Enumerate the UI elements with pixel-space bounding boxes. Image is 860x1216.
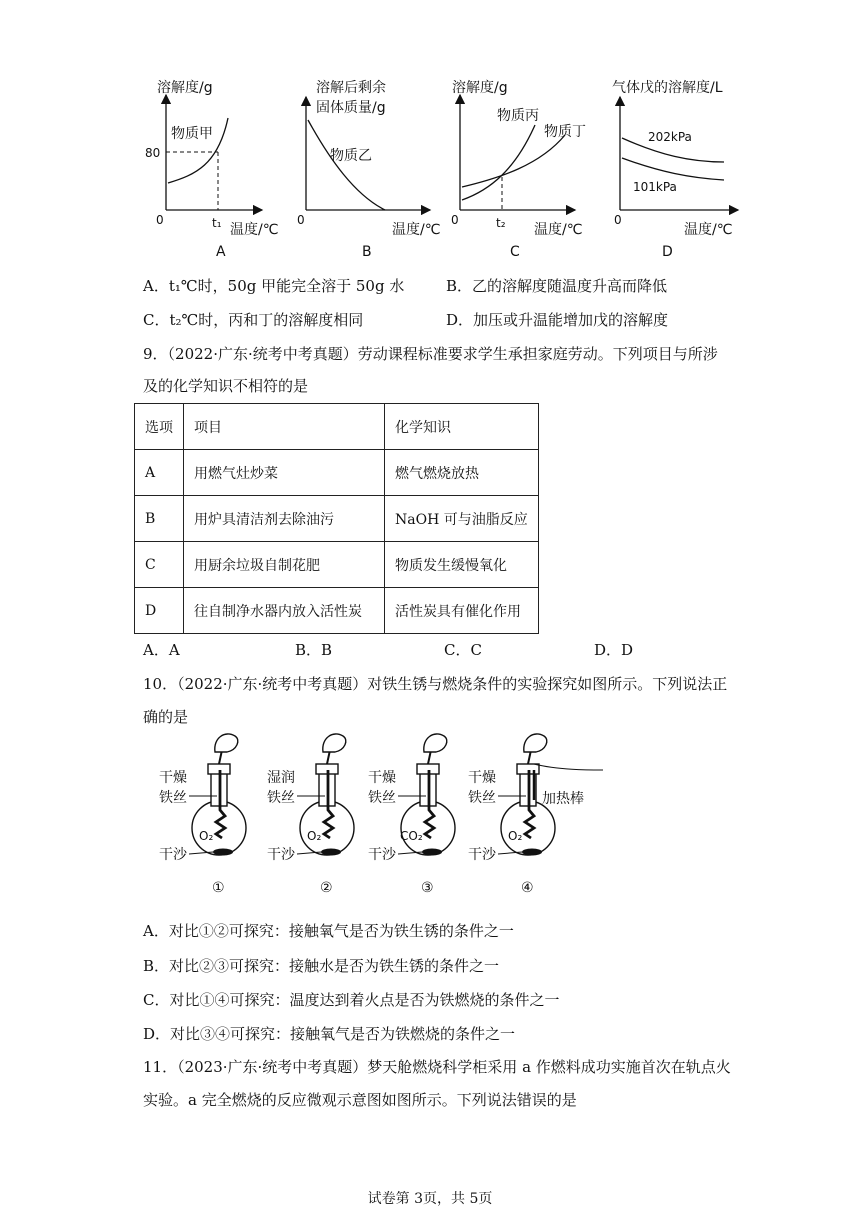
graph-d-origin: 0 [614, 213, 622, 227]
graph-b-origin: 0 [297, 213, 305, 227]
q10-option-d: D．对比③④可探究：接触氧气是否为铁燃烧的条件之一 [143, 1025, 516, 1043]
dry-sand [213, 849, 233, 856]
graph-a-x-tick: t₁ [212, 216, 222, 230]
sand-label: 干沙 [159, 847, 187, 863]
balloon [323, 734, 346, 752]
gas-label: O₂ [508, 829, 523, 843]
balloon [524, 734, 547, 752]
table-header-cell: 化学知识 [385, 404, 539, 450]
graph-d-curve2-label: 101kPa [633, 180, 677, 194]
graph-d-curve1-label: 202kPa [648, 130, 692, 144]
flask-label-line2: 铁丝 [267, 790, 295, 806]
graph-a [145, 79, 278, 260]
heating-rod-label: 加热棒 [542, 791, 584, 807]
graph-b-curve-label: 物质乙 [330, 148, 372, 164]
graph-b-ylabel-line2: 固体质量/g [316, 100, 386, 116]
graph-d-caption: D [662, 244, 673, 260]
q10-stem-line2: 确的是 [143, 708, 189, 726]
dry-sand [321, 849, 341, 856]
q9-option-b: B．B [295, 641, 333, 659]
flask-experiments [0, 730, 860, 905]
table-cell: 用厨余垃圾自制花肥 [184, 542, 385, 588]
graph-b-caption: B [362, 244, 372, 260]
balloon [424, 734, 447, 752]
flask-label-line2: 铁丝 [368, 790, 396, 806]
page-footer: 试卷第 3页，共 5页 [367, 1191, 493, 1207]
flask-number: ③ [421, 880, 434, 896]
table-row [135, 542, 539, 588]
dry-sand [522, 849, 542, 856]
table-cell: 燃气燃烧放热 [385, 450, 539, 496]
graph-a-origin: 0 [156, 213, 164, 227]
curve-bing [462, 125, 535, 200]
table-header-cell: 选项 [135, 404, 184, 450]
flask-label-line1: 干燥 [468, 770, 496, 786]
flask-setup [368, 734, 455, 896]
table-cell: NaOH 可与油脂反应 [385, 496, 539, 542]
flask-setup [468, 734, 603, 896]
flask-label-line1: 干燥 [368, 770, 396, 786]
q9-table [134, 403, 539, 634]
graph-c-curve2-label: 物质丁 [544, 124, 586, 140]
flask-label-line1: 湿润 [267, 770, 295, 786]
flask-setup [267, 734, 354, 896]
curve-ding [462, 135, 565, 187]
table-cell: 用炉具清洁剂去除油污 [184, 496, 385, 542]
table-cell: 往自制净水器内放入活性炭 [184, 588, 385, 634]
q9-stem-line2: 及的化学知识不相符的是 [143, 377, 309, 395]
table-header-row [135, 404, 539, 450]
table-cell: B [135, 496, 184, 542]
graph-c-curve1-label: 物质丙 [497, 108, 539, 124]
flask-setup [159, 734, 246, 896]
sand-label: 干沙 [368, 847, 396, 863]
table-row [135, 588, 539, 634]
heater-wire [534, 764, 603, 770]
flask-number: ④ [521, 880, 534, 896]
curve-yi [308, 120, 385, 210]
q10-stem-line1: 10．（2022·广东·统考中考真题）对铁生锈与燃烧条件的实验探究如图所示。下列说法正 [143, 675, 728, 693]
graph-c [451, 79, 586, 260]
solubility-graphs [0, 0, 860, 265]
flask-label-line1: 干燥 [159, 770, 187, 786]
flask-number: ① [212, 880, 225, 896]
gas-label: O₂ [307, 829, 322, 843]
graph-b-ylabel-line1: 溶解后剩余 [316, 80, 386, 96]
q11-stem-line1: 11．（2023·广东·统考中考真题）梦天舱燃烧科学柜采用 a 作燃料成功实施首次在轨点火 [143, 1058, 731, 1076]
q10-option-a: A．对比①②可探究：接触氧气是否为铁生锈的条件之一 [143, 922, 514, 940]
graph-d [612, 79, 738, 260]
q9-option-d: D．D [594, 641, 634, 659]
table-cell: 活性炭具有催化作用 [385, 588, 539, 634]
balloon [215, 734, 238, 752]
gas-label: O₂ [199, 829, 214, 843]
flask-label-line2: 铁丝 [159, 790, 187, 806]
graph-c-caption: C [510, 244, 520, 260]
sand-label: 干沙 [267, 847, 295, 863]
graph-b [297, 79, 440, 260]
table-row [135, 496, 539, 542]
q8-option-a: A．t₁℃时，50g 甲能完全溶于 50g 水 [143, 277, 405, 295]
table-cell: 物质发生缓慢氧化 [385, 542, 539, 588]
flask-label-line2: 铁丝 [468, 790, 496, 806]
q8-option-d: D．加压或升温能增加戊的溶解度 [446, 311, 669, 329]
graph-c-x-tick: t₂ [496, 216, 506, 230]
graph-a-ylabel: 溶解度/g [157, 80, 213, 96]
q9-stem-line1: 9．（2022·广东·统考中考真题）劳动课程标准要求学生承担家庭劳动。下列项目与所涉 [143, 345, 718, 363]
graph-a-caption: A [216, 244, 226, 260]
table-row [135, 450, 539, 496]
graph-a-curve-label: 物质甲 [171, 126, 213, 142]
q8-option-b: B．乙的溶解度随温度升高而降低 [446, 277, 668, 295]
q8-option-c: C．t₂℃时，丙和丁的溶解度相同 [143, 311, 364, 329]
graph-d-ylabel: 气体戊的溶解度/L [612, 80, 723, 96]
table-cell: A [135, 450, 184, 496]
graph-a-xlabel: 温度/℃ [230, 222, 279, 238]
graph-c-origin: 0 [451, 213, 459, 227]
graph-b-xlabel: 温度/℃ [392, 222, 441, 238]
q11-stem-line2: 实验。a 完全燃烧的反应微观示意图如图所示。下列说法错误的是 [143, 1091, 577, 1109]
gas-label: CO₂ [400, 829, 423, 843]
graph-d-xlabel: 温度/℃ [684, 222, 733, 238]
q10-option-c: C．对比①④可探究：温度达到着火点是否为铁燃烧的条件之一 [143, 991, 560, 1009]
dry-sand [422, 849, 442, 856]
graph-c-xlabel: 温度/℃ [534, 222, 583, 238]
sand-label: 干沙 [468, 847, 496, 863]
q10-option-b: B．对比②③可探究：接触水是否为铁生锈的条件之一 [143, 957, 500, 975]
q9-option-c: C．C [444, 641, 482, 659]
table-cell: C [135, 542, 184, 588]
graph-c-ylabel: 溶解度/g [452, 80, 508, 96]
flask-number: ② [320, 880, 333, 896]
table-cell: 用燃气灶炒菜 [184, 450, 385, 496]
graph-a-y-tick: 80 [145, 146, 161, 160]
table-header-cell: 项目 [184, 404, 385, 450]
table-cell: D [135, 588, 184, 634]
q9-option-a: A．A [143, 641, 180, 659]
